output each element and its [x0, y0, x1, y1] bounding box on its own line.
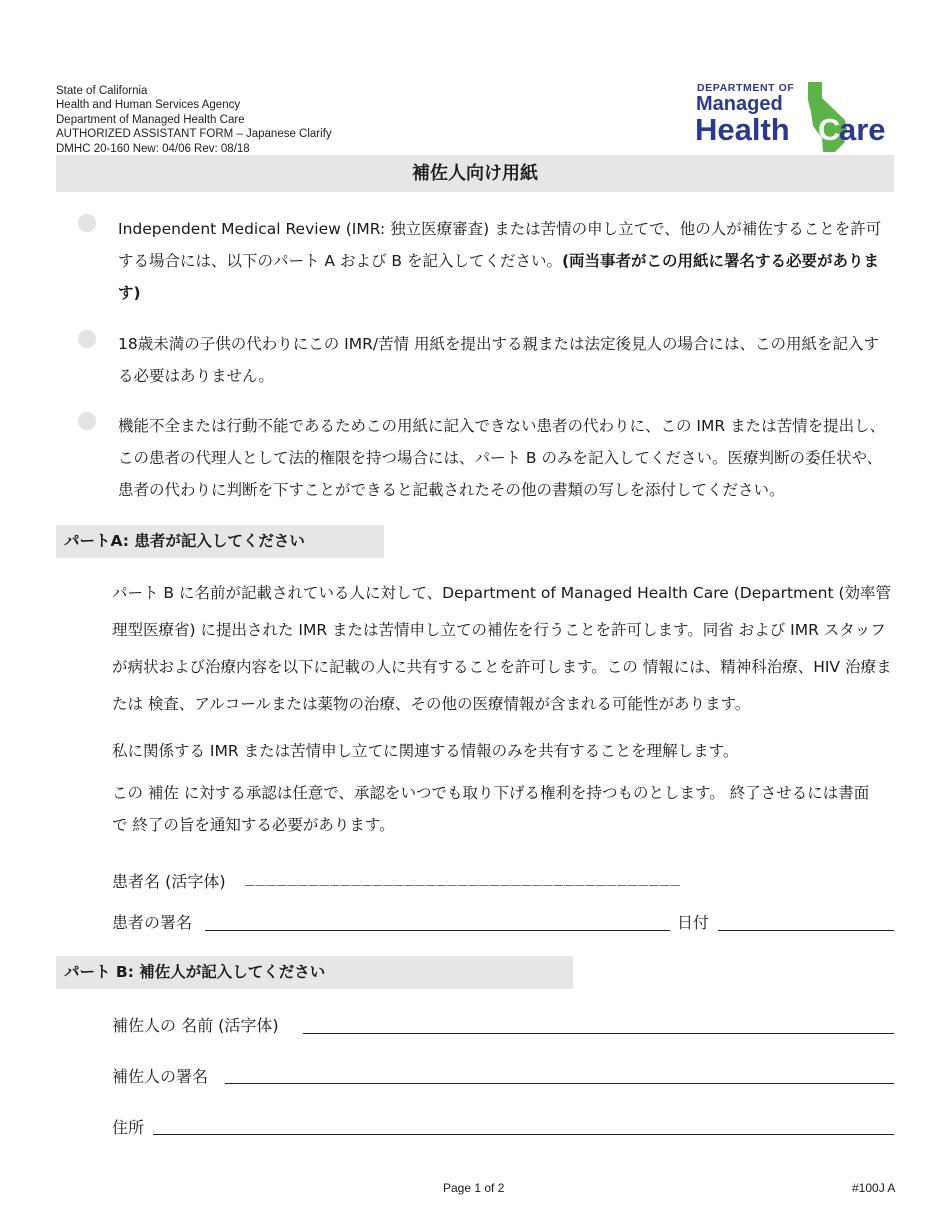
part-a-revocation: この 補佐 に対する承認は任意で、承認をいつでも取り下げる権利を持つものとします。 終了させるには書面で 終了の旨を通知する必要があります。 — [112, 784, 870, 834]
bullet-icon — [78, 330, 96, 348]
bullet-icon — [78, 412, 96, 430]
logo-c-text: C — [818, 112, 841, 147]
part-a-heading: パートA: 患者が記入してください — [56, 525, 384, 558]
date-label: 日付 — [677, 913, 710, 932]
form-title: 補佐人向け用紙 — [56, 155, 894, 192]
header-line: Health and Human Services Agency — [56, 99, 241, 112]
instruction-1-bold: (両当事者がこの用紙に署名する必要があります) — [118, 252, 880, 302]
header-line: Department of Managed Health Care — [56, 113, 245, 126]
date-field[interactable] — [718, 930, 894, 931]
instruction-2: 18歳未満の子供の代わりにこの IMR/苦情 用紙を提出する親または法定後見人の場合には、この用紙を記入する必要はありません。 — [118, 335, 880, 385]
header-line: State of California — [56, 85, 148, 97]
logo-managed-text: Managed — [696, 93, 783, 115]
address-label: 住所 — [112, 1118, 145, 1137]
dmhc-logo — [695, 80, 900, 154]
page-number: Page 1 of 2 — [443, 1181, 505, 1195]
assistant-signature-label: 補佐人の署名 — [112, 1067, 209, 1086]
bullet-icon — [78, 214, 96, 232]
instruction-1 — [118, 213, 894, 309]
header-line: AUTHORIZED ASSISTANT FORM – Japanese Clarify — [56, 128, 332, 141]
instruction-1-text: Independent Medical Review (IMR: 独立医療審査) または苦情の申し立てで、他の人が補佐することを許可する場合には、以下のパート A および B を記入してください。 — [118, 220, 882, 270]
logo-dept-text: DEPARTMENT OF — [697, 82, 795, 94]
assistant-signature-field[interactable] — [225, 1083, 894, 1084]
assistant-name-label: 補佐人の 名前 (活字体) — [112, 1016, 279, 1035]
logo-are-text: are — [839, 112, 886, 147]
instruction-3: 機能不全または行動不能であるためこの用紙に記入できない患者の代わりに、この IMR または苦情を提出し、この患者の代理人として法的権限を持つ場合には、パート B のみを記入してください。医療判断の委任状や、患者の代わりに判断を下すことができると記載されたその他の書類の写しを添付してください。 — [118, 417, 886, 499]
part-a-authorization: パート B に名前が記載されている人に対して、Department of Managed Health Care (Department (効率管理型医療省) に提出された IMR または苦情申し立ての補佐を行うことを許可します。同省 および IMR スタッフ が病状および治療内容を以下に記載の人に共有することを許可します。この 情報には、精神科治療、HIV 治療または 検査、アルコールまたは薬物の治療、その他の医療情報が含まれる可能性があります。 — [112, 584, 892, 713]
part-b-heading: パート B: 補佐人が記入してください — [56, 956, 573, 989]
assistant-name-field[interactable] — [303, 1033, 894, 1034]
form-code: #100J A — [852, 1181, 896, 1195]
patient-name-field[interactable]: _________________________________________ — [245, 867, 681, 886]
patient-name-label: 患者名 (活字体) — [112, 872, 226, 891]
patient-signature-label: 患者の署名 — [112, 913, 193, 932]
patient-signature-field[interactable] — [205, 930, 670, 931]
logo-health-text: Health — [695, 112, 790, 147]
agency-header — [56, 84, 332, 156]
part-a-understanding: 私に関係する IMR または苦情申し立てに関連する情報のみを共有することを理解します。 — [112, 742, 739, 760]
address-field[interactable] — [153, 1134, 894, 1135]
header-line: DMHC 20-160 New: 04/06 Rev: 08/18 — [56, 142, 250, 155]
